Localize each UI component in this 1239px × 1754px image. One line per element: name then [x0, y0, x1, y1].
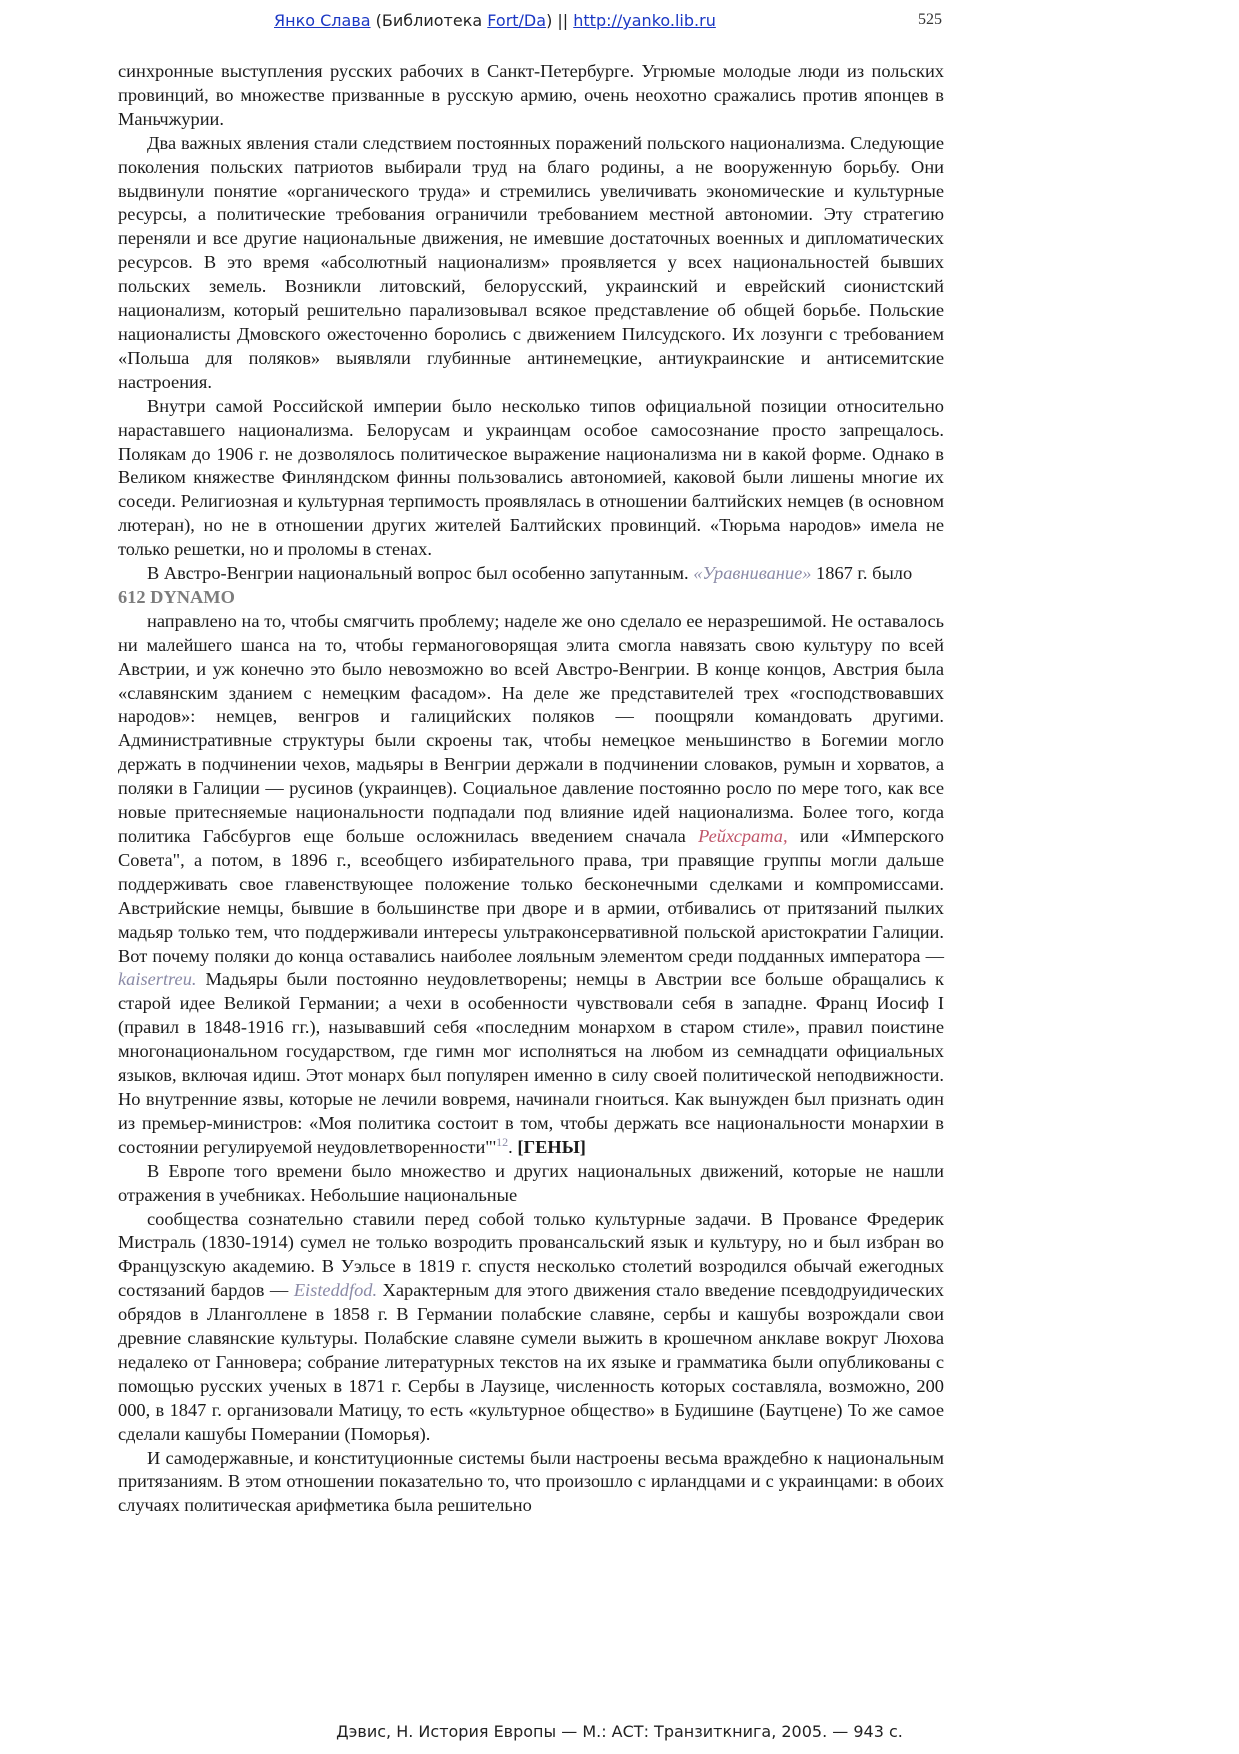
paragraph-4-text-b: 1867 г. было: [811, 563, 913, 584]
paragraph-5-text-c: Мадьяры были постоянно неудовлетворены; немцы в Австрии все больше обращались к старой идее Великой Германии; а чехи в особенности чувствовали себя в западне. Франц Иосиф I (правил в 1848-1916 гг.), называвший себя «последним монархом в старом стиле», правил поистине многонациональном государством, где гимн мог исполняться на любом из семнадцати официальных языков, включая идиш. Этот монарх был популярен именно в силу своей политической неподвижности. Но внутренние язвы, которые не лечили вовремя, начинали гноиться. Как вынужден был признать один из премьер-министров: «Моя политика состоит в том, чтобы держать все национальности монархии в состоянии регулируемой неудовлетворенности"': [118, 969, 944, 1157]
author-link[interactable]: Янко Слава: [274, 11, 371, 30]
paragraph-2: Два важных явления стали следствием постоянных поражений польского национализма. Следующие поколения польских патриотов выбирали труд на благо родины, а не вооруженную борьбу. Они выдвинули понятие «органического труда» и стремились увеличивать экономические и культурные ресурсы, а политические требования ограничили требованием местной автономии. Эту стратегию переняли и все другие национальные движения, не имевшие достаточных военных и дипломатических ресурсов. В это время «абсолютный национализм» проявляется у всех национальностей бывших польских земель. Возникли литовский, белорусский, украинский и еврейский сионистский национализм, который решительно парализовывал всякое представление об общей борьбе. Польские националисты Дмовского ожесточенно боролись с движением Пилсудского. Их лозунги с требованием «Польша для поляков» выявляли глубинные антинемецкие, антиукраинские и антисемитские настроения.: [118, 132, 944, 392]
source-page-marker: 612 DYNAMO: [118, 586, 235, 607]
term-link-kaisertreu[interactable]: kaisertreu.: [118, 969, 197, 990]
paragraph-7: [118, 1208, 944, 1447]
term-link-reichsrat[interactable]: Рейхсрата,: [698, 826, 788, 846]
paragraph-1: синхронные выступления русских рабочих в Санкт-Петербурге. Угрюмые молодые люди из польских провинций, во множестве призванные в русскую армию, очень неохотно сражались против японцев в Маньчжурии.: [118, 61, 944, 129]
bibliographic-citation: Дэвис, Н. История Европы — М.: АСТ: Транзиткнига, 2005. — 943 с.: [336, 1722, 903, 1741]
page-footer: [0, 1722, 1239, 1741]
paragraph-5: [118, 610, 944, 1160]
cross-reference-genes: [ГЕНЫ]: [517, 1136, 586, 1157]
header-links: [274, 11, 716, 30]
paragraph-5-text-b: или «Имперского Совета", а потом, в 1896 г., всеобщего избирательного права, три правящие группы могли дальше поддерживать свое главенствующее положение только бесконечными сделками и компромиссами. Австрийские немцы, бывшие в большинстве при дворе и в армии, отбивались от притязаний пылких мадьяр только тем, что поддерживали интересы ультраконсервативной польской аристократии Галиции. Вот почему поляки до конца оставались наиболее лояльным элементом среди подданных императора —: [118, 826, 944, 966]
page-header: [0, 11, 1239, 35]
paragraph-4: [118, 562, 944, 586]
paragraph-7-text-a: сообщества сознательно ставили перед собой только культурные задачи. В Провансе Фредерик Мистраль (1830-1914) сумел не только возродить провансальский язык и культуру, но и был избран во Французскую академию. В Уэльсе в 1819 г. спустя несколько столетий возродился обычай ежегодных состязаний бардов —: [118, 1208, 944, 1301]
paragraph-8: И самодержавные, и конституционные системы были настроены весьма враждебно к национальным притязаниям. В этом отношении показательно то, что произошло с ирландцами и с украинцами: в обоих случаях политическая арифметика была решительно: [118, 1447, 944, 1516]
term-link-eisteddfod[interactable]: Eisteddfod.: [293, 1280, 378, 1301]
paragraph-6: В Европе того времени было множество и других национальных движений, которые не нашли отражения в учебниках. Небольшие национальные: [118, 1160, 944, 1205]
footnote-reference[interactable]: 12: [496, 1134, 509, 1149]
document-body: [118, 60, 944, 1518]
paragraph-5-text-a: направлено на то, чтобы смягчить проблему; наделе же оно сделало ее неразрешимой. Не оставалось ни малейшего шанса на то, чтобы германоговорящая элита смогла навязать свою культуру по всей Австрии, и уж конечно это было невозможно во всей Австро-Венгрии. В конце концов, Австрия была «славянским зданием с немецким фасадом». На деле же представителей трех «господствовавших народов»: немцев, венгров и галицийских поляков — поощряли командовать другими. Административные структуры были скроены так, чтобы немецкое меньшинство в Богемии могло держать в подчинении чехов, мадьяры в Венгрии держали в подчинении словаков, румын и хорватов, а поляки в Галиции — русинов (украинцев). Социальное давление постоянно росло по мере того, как все новые притесняемые национальности подпадали под влияние идей национализма. Более того, когда политика Габсбургов еще больше осложнилась введением сначала: [118, 610, 944, 846]
site-link[interactable]: http://yanko.lib.ru: [573, 11, 716, 30]
library-prefix: (Библиотека: [370, 11, 488, 30]
paragraph-5-text-d: .: [508, 1136, 518, 1157]
paragraph-7-text-b: Характерным для этого движения стало введение псевдодруидических обрядов в Лланголлене в 1858 г. В Германии полабские славяне, сербы и кашубы возрождали свои древние славянские культуры. Полабские славяне сумели выжить в крошечном анклаве вокруг Люхова недалеко от Ганновера; собрание литературных текстов на их языке и грамматика были опубликованы с помощью русских ученых в 1871 г. Сербы в Лаузице, численность которых составляла, возможно, 200 000, в 1847 г. организовали Матицу, то есть «культурное общество» в Будишине (Баутцене) То же самое сделали кашубы Померании (Поморья).: [118, 1280, 945, 1444]
library-link[interactable]: Fort/Da: [487, 11, 547, 30]
term-link-uravnivanie[interactable]: «Уравнивание»: [693, 563, 812, 584]
page-number: 525: [918, 11, 942, 28]
library-suffix: ) ||: [546, 11, 574, 30]
paragraph-4-text-a: В Австро-Венгрии национальный вопрос был особенно запутанным.: [147, 563, 694, 584]
paragraph-3: Внутри самой Российской империи было несколько типов официальной позиции относительно нараставшего национализма. Белорусам и украинцам особое самосознание просто запрещалось. Полякам до 1906 г. не дозволялось политическое выражение национализма ни в какой форме. Однако в Великом княжестве Финляндском финны пользовались автономией, каковой были лишены многие их соседи. Религиозная и культурная терпимость проявлялась в отношении балтийских немцев (в основном лютеран), но не в отношении других жителей Балтийских провинций. «Тюрьма народов» имела не только решетки, но и проломы в стенах.: [118, 395, 944, 560]
